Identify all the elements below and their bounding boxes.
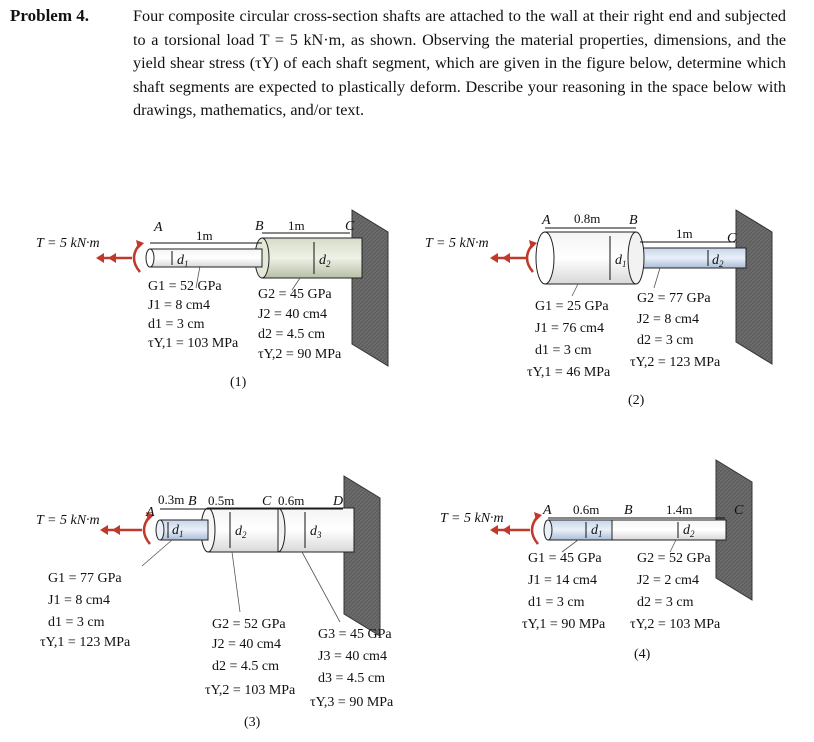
diameter-label: $d_2$ (319, 253, 331, 269)
figure-1 (36, 210, 388, 390)
length-label: 0.3m (158, 492, 185, 507)
property-text: d2 = 3 cm (637, 595, 694, 610)
length-label: 1m (288, 218, 305, 233)
property-text: τY,2 = 123 MPa (630, 355, 721, 370)
property-text: τY,2 = 103 MPa (205, 683, 296, 698)
load-label-2: T = 5 kN·m (425, 236, 489, 251)
property-text: d2 = 3 cm (637, 333, 694, 348)
length-label: 0.6m (278, 493, 305, 508)
property-text: G1 = 45 GPa (528, 551, 602, 566)
length-label: 1m (196, 228, 213, 243)
load-label-3: T = 5 kN·m (36, 513, 100, 528)
shaft-3-segment-1 (160, 520, 208, 540)
figure-number: (4) (634, 647, 651, 662)
property-text: τY,1 = 90 MPa (522, 617, 606, 632)
shaft-4-segment-2 (612, 520, 726, 540)
property-text: d3 = 4.5 cm (318, 671, 385, 686)
figure-3 (36, 476, 394, 730)
length-label: 1.4m (666, 502, 693, 517)
diameter-label: $d_1$ (591, 523, 603, 539)
property-text: J2 = 2 cm4 (637, 573, 699, 588)
figure-number: (3) (244, 715, 261, 730)
shaft-2-segment-1 (545, 232, 636, 284)
property-text: J3 = 40 cm4 (318, 649, 387, 664)
load-label-4: T = 5 kN·m (440, 511, 504, 526)
point-label: B (624, 503, 633, 518)
length-label: 1m (676, 226, 693, 241)
length-label: 0.6m (573, 502, 600, 517)
figure-2 (425, 210, 772, 408)
property-text: τY,1 = 103 MPa (148, 336, 239, 351)
problem-statement: Four composite circular cross-section shafts are attached to the wall at their right end and subjected to a torsional load T = 5 kN·m, as shown. Observing the material properties, dimensions, and the yield shear stress (τY) of each shaft segment, which are given in the figure below, determine which shaft segments are expected to plastically deform. Describe your reasoning in the space below with drawings, mathematics, and/or text. (133, 7, 786, 119)
property-text: τY,2 = 103 MPa (630, 617, 721, 632)
property-text: J1 = 14 cm4 (528, 573, 597, 588)
property-text: G2 = 52 GPa (637, 551, 711, 566)
point-label: B (255, 219, 264, 234)
wall-3 (344, 476, 380, 636)
property-text: J2 = 40 cm4 (212, 637, 281, 652)
property-text: J2 = 40 cm4 (258, 307, 327, 322)
shaft-2-segment-2 (636, 248, 746, 268)
point-label: C (727, 231, 737, 246)
point-label: C (262, 494, 272, 509)
property-text: τY,1 = 123 MPa (40, 635, 131, 650)
property-text: G2 = 77 GPa (637, 291, 711, 306)
problem-label: Problem 4. (10, 6, 90, 25)
diameter-label: $d_1$ (177, 253, 189, 269)
point-label: D (333, 494, 344, 509)
figure-4 (440, 460, 752, 662)
diameter-label: $d_2$ (235, 524, 247, 540)
torque-arrow-4 (532, 516, 538, 544)
diameter-label: $d_1$ (172, 523, 184, 539)
shaft-1-segment-2 (262, 238, 362, 278)
property-text: G1 = 77 GPa (48, 571, 122, 586)
property-text: J1 = 8 cm4 (48, 593, 110, 608)
property-text: d1 = 3 cm (148, 317, 205, 332)
property-text: G2 = 52 GPa (212, 617, 286, 632)
point-label: C (345, 219, 355, 234)
property-text: d1 = 3 cm (528, 595, 585, 610)
wall-2 (736, 210, 772, 364)
figure-number: (2) (628, 393, 645, 408)
load-label-1: T = 5 kN·m (36, 236, 100, 251)
point-label: A (146, 505, 155, 520)
torque-arrow-3 (144, 516, 150, 544)
shaft-1-segment-1 (150, 249, 262, 267)
point-label: A (154, 220, 163, 235)
property-text: G3 = 45 GPa (318, 627, 392, 642)
diameter-label: $d_2$ (683, 523, 695, 539)
property-text: d2 = 4.5 cm (212, 659, 279, 674)
diameter-label: $d_3$ (310, 524, 322, 540)
point-label: B (188, 494, 197, 509)
property-text: G1 = 25 GPa (535, 299, 609, 314)
diameter-label: $d_2$ (712, 253, 724, 269)
property-text: J1 = 8 cm4 (148, 298, 210, 313)
figure-number: (1) (230, 375, 247, 390)
property-text: τY,1 = 46 MPa (527, 365, 611, 380)
diameter-label: $d_1$ (615, 253, 627, 269)
point-label: B (629, 213, 638, 228)
point-label: C (734, 503, 744, 518)
property-text: d1 = 3 cm (535, 343, 592, 358)
torque-arrow-1 (134, 244, 140, 272)
property-text: J2 = 8 cm4 (637, 312, 699, 327)
property-text: d2 = 4.5 cm (258, 327, 325, 342)
point-label: A (543, 503, 552, 518)
wall-1 (352, 210, 388, 366)
property-text: G2 = 45 GPa (258, 287, 332, 302)
length-label: 0.8m (574, 211, 601, 226)
length-label: 0.5m (208, 493, 235, 508)
property-text: τY,3 = 90 MPa (310, 695, 394, 710)
property-text: G1 = 52 GPa (148, 279, 222, 294)
property-text: J1 = 76 cm4 (535, 321, 604, 336)
property-text: d1 = 3 cm (48, 615, 105, 630)
property-text: τY,2 = 90 MPa (258, 347, 342, 362)
point-label: A (542, 213, 551, 228)
